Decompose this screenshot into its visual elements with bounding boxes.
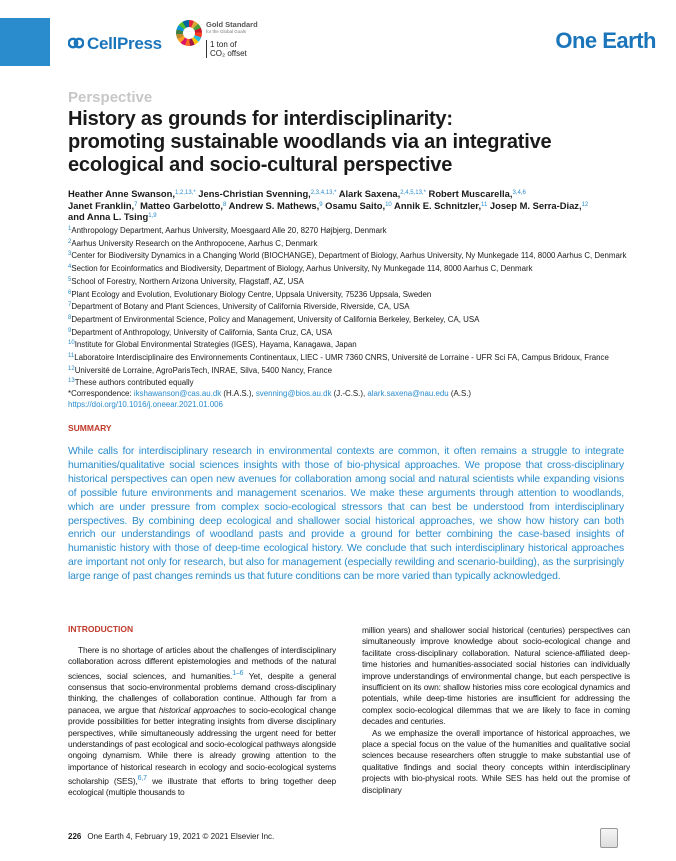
footer-citation: One Earth 4, February 19, 2021 © 2021 Elsevier Inc. bbox=[87, 832, 275, 841]
author-name: and Anna L. Tsing bbox=[68, 211, 149, 222]
cellpress-logo-icon bbox=[68, 35, 84, 51]
gold-standard-label: Gold Standard for the Global Goals bbox=[206, 20, 258, 34]
paragraph: There is no shortage of articles about the challenges of interdisciplinary collaboration across different epistemologies and methods of the natural sciences, social sciences, and humanities.$^{1-6}$ Yet, despite a general consensus that socio-environmental problems demand cross-disciplinary thinking, the challenges of collaboration continue. Although far from a panacea, we argue that historical approaches to socio-ecological change provide possibilities for better integrating insights from diverse disciplinary perspectives, while simultaneously addressing the urgent need for better understandings of past ecological and socio-ecological pathways alongside ongoing dynamism. While there is already growing attention to the importance of historical research in ecology and socio-ecological systems scholarship (SES),$^{6,7}$ we illustrate that efforts to bring together deep ecological (multiple thousands to bbox=[68, 645, 337, 798]
author-name: Janet Franklin, bbox=[68, 199, 135, 211]
affiliation: $^2$Aarhus University Research on the Anthropocene, Aarhus C, Denmark bbox=[68, 238, 318, 248]
body-column-left bbox=[68, 645, 336, 799]
summary-text: While calls for interdisciplinary research in environmental contexts are common, it often remains a struggle to integrate humanities/qualitative social sciences insights with those of bio-physical approaches. We propose that cross-disciplinary historical perspectives can open new avenues for collaboration among social and natural scientists while expanding visions of possible future environments and management scenarios. We make these arguments through attention to woodlands, which are under pressure from complex socio-ecological stressors that can best be understood from interdisciplinary perspectives. By combining deep ecological and shallower social historical approaches, we show how history can both enrich our understandings of woodland pasts and provide a ground for better combining the case-based insights of humanistic history with those of deep-time ecological history. We conclude that such interdisciplinary historical approaches are important not only for research, but also for management (especially rewilding and scenario-building), as the surprisingly large range of past changes reminds us that future conditions can be more varied than typically acknowledged. bbox=[68, 446, 624, 583]
author-sup: 10 bbox=[385, 201, 392, 208]
publisher-name: CellPress bbox=[87, 34, 162, 53]
author-sup: 2,3,4,13,* bbox=[310, 190, 337, 196]
author-name: Josep M. Serra-Diaz, bbox=[489, 199, 582, 211]
author-name: Jens-Christian Svenning, bbox=[198, 188, 311, 199]
author-sup: 8 bbox=[222, 201, 227, 208]
citation-ref[interactable]: 6,7 bbox=[137, 775, 147, 783]
offset-label: 1 ton of CO₂ offset bbox=[206, 40, 247, 58]
author-name: Robert Muscarella, bbox=[428, 188, 513, 199]
affiliation: $^6$Plant Ecology and Evolution, Evolutionary Biology Centre, Uppsala University, 75236 Uppsala, Sweden bbox=[68, 289, 432, 299]
author-sup: 9 bbox=[319, 201, 323, 208]
affiliation: $^5$School of Forestry, Northern Arizona University, Flagstaff, AZ, USA bbox=[68, 276, 304, 286]
affiliation: $^1$Anthropology Department, Aarhus University, Moesgaard Alle 20, 8270 Højbjerg, Denmark bbox=[68, 226, 387, 235]
affiliation: $^8$Department of Environmental Science, Policy and Management, University of California Berkeley, Berkeley, CA, USA bbox=[68, 314, 480, 324]
body-column-right bbox=[362, 625, 630, 796]
email-link[interactable]: alark.saxena@nau.edu bbox=[367, 389, 449, 399]
author-name: Andrew S. Mathews, bbox=[228, 199, 320, 211]
sdg-wheel-icon bbox=[176, 20, 202, 46]
gold-standard-badge bbox=[176, 20, 296, 70]
summary-heading: SUMMARY bbox=[68, 423, 112, 433]
gold-standard-sub: for the Global Goals bbox=[206, 29, 247, 34]
author-name: Annik E. Schnitzler, bbox=[394, 199, 482, 211]
affiliation: $^7$Department of Botany and Plant Sciences, University of California Riverside, Riverside, CA, USA bbox=[68, 302, 410, 312]
affiliation: $^{13}$These authors contributed equally bbox=[68, 378, 194, 388]
email-link[interactable]: ikshawanson@cas.au.dk bbox=[133, 389, 222, 399]
introduction-heading: INTRODUCTION bbox=[68, 624, 134, 634]
author-sup: 7 bbox=[134, 201, 138, 208]
correspondence: *Correspondence: ikshawanson@cas.au.dk (H.A.S.), svenning@bios.au.dk (J.-C.S.), alark.saxena@nau.edu (A.S.) bbox=[68, 389, 472, 399]
affiliation: $^{11}$Laboratoire Interdisciplinaire des Environnements Continentaux, LIEC - UMR 7360 CNRS, Université de Lorraine - UFR Sci FA, Campus Bridoux, France bbox=[68, 353, 609, 363]
author-sup: 2,4,5,13,* bbox=[400, 190, 426, 196]
author-name: Heather Anne Swanson, bbox=[68, 188, 175, 199]
affiliation: $^4$Section for Ecoinformatics and Biodiversity, Department of Biology, Aarhus University, Ny Munkegade 114, 8000 Aarhus C, Denmark bbox=[68, 264, 533, 274]
author-sup: 12 bbox=[581, 201, 589, 208]
journal-title[interactable]: One Earth bbox=[555, 28, 656, 53]
page-number: 226 bbox=[68, 832, 82, 841]
affiliation: $^{12}$Université de Lorraine, AgroParisTech, INRAE, Silva, 5400 Nancy, France bbox=[68, 365, 332, 375]
author-sup: 11 bbox=[481, 201, 488, 208]
affiliation: $^3$Center for Biodiversity Dynamics in a Changing World (BIOCHANGE), Department of Biology, Aarhus University, Ny Munkegade 114, 8000 Aarhus C, Denmark bbox=[68, 251, 627, 261]
author-sup: 1,9 bbox=[148, 213, 157, 219]
doi-link[interactable]: https://doi.org/10.1016/j.oneear.2021.01.006 bbox=[68, 399, 223, 409]
article-type: Perspective bbox=[68, 89, 153, 106]
author-name: Alark Saxena, bbox=[338, 188, 401, 199]
author-name: Matteo Garbelotto, bbox=[140, 199, 223, 211]
email-link[interactable]: svenning@bios.au.dk bbox=[255, 389, 332, 399]
author-sup: 3,4,6 bbox=[512, 190, 526, 196]
affiliation: $^{10}$Institute for Global Environmental Strategies (IGES), Hayama, Kanagawa, Japan bbox=[68, 340, 357, 350]
author-sup: 1,2,13,* bbox=[174, 190, 196, 196]
citation-ref[interactable]: 1–6 bbox=[232, 669, 244, 677]
cellpress-logo[interactable] bbox=[68, 34, 162, 54]
page-footer bbox=[68, 832, 274, 841]
author-list bbox=[68, 188, 628, 223]
author-name: Osamu Saito, bbox=[325, 199, 386, 211]
affiliation: $^9$Department of Anthropology, University of California, Santa Cruz, CA, USA bbox=[68, 327, 333, 337]
crossmark-icon[interactable] bbox=[600, 828, 618, 848]
article-title: History as grounds for interdisciplinarity: promoting sustainable woodlands via an integrative ecological and socio-cultural perspective bbox=[68, 108, 552, 176]
header-color-tab bbox=[0, 18, 50, 66]
paragraph: As we emphasize the overall importance of historical approaches, we place a special focus on the value of the humanities and qualitative social sciences because researchers often struggle to make substantial use of qualitative findings and social theory concepts within interdisciplinary projects with bio-physical roots. While SES has held out the promise of disciplinary bbox=[362, 727, 630, 795]
affiliations bbox=[68, 224, 628, 411]
paragraph: million years) and shallower social historical (centuries) perspectives can simultaneously improve knowledge about socio-ecological change and facilitate cross-disciplinary collaboration. Natural science-affiliated deep-time histories and humanities-associated social histories can individually improve understandings of environmental change, but each perspective is insufficient on its own: shallow histories miss core ecological dynamics and potentials, while deep-time histories are insufficient for addressing the complex socio-ecological dilemmas that we are likely to face in coming decades and centuries. bbox=[362, 625, 630, 727]
